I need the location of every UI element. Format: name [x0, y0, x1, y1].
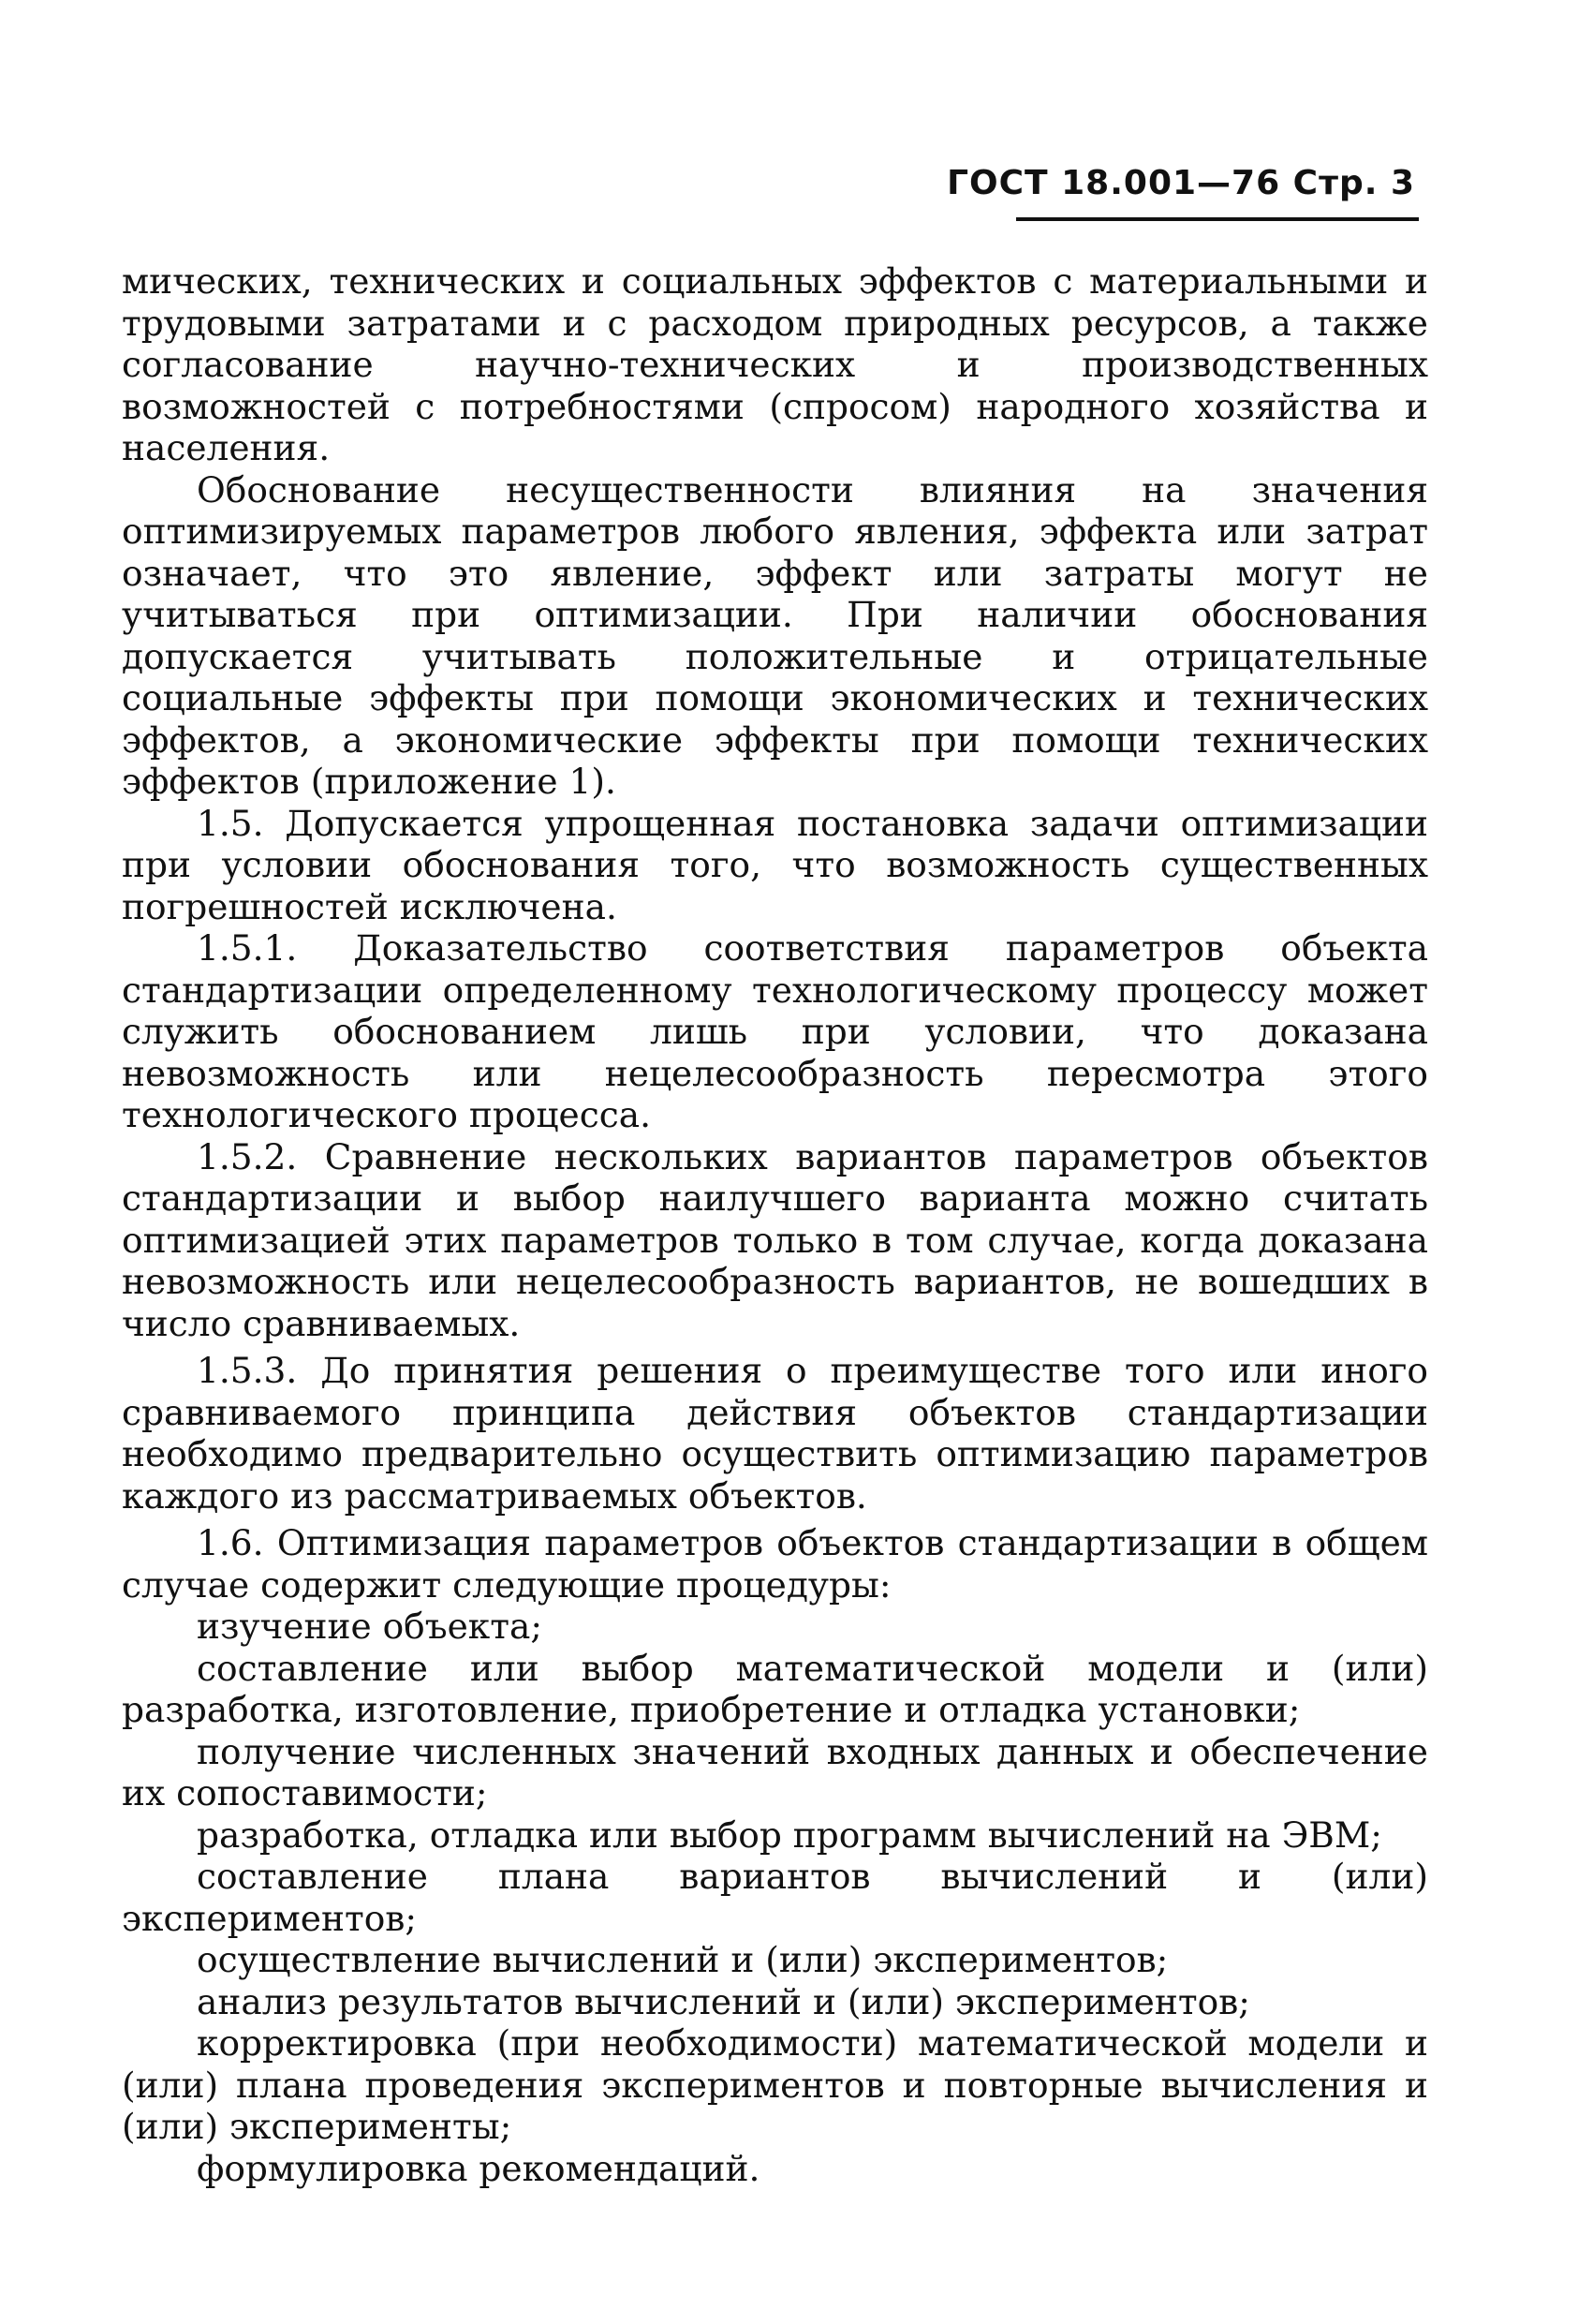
list-item: составление плана вариантов вычислений и (или) экспериментов; [122, 1856, 1428, 1939]
list-item: получение численных значений входных данных и обеспечение их сопоставимости; [122, 1730, 1428, 1813]
header-rule [1016, 217, 1419, 221]
clause-1-5-1: 1.5.1. Доказательство соответствия параметров объекта стандартизации определенному технологическому процессу может служить обоснованием лишь при условии, что доказана невозможность или нецелесообразность пересмотра этого технологического процесса. [122, 927, 1428, 1135]
list-item: осуществление вычислений и (или) экспериментов; [197, 1939, 1169, 1980]
list-item: разработка, отладка или выбор программ вычислений на ЭВМ; [197, 1813, 1382, 1856]
clause-1-5: 1.5. Допускается упрощенная постановка задачи оптимизации при условии обоснования того, что возможность существенных погрешностей исключена. [122, 802, 1428, 927]
clause-1-6: 1.6. Оптимизация параметров объектов стандартизации в общем случае содержит следующие процедуры: [122, 1522, 1428, 1606]
clause-1-5-3: 1.5.3. До принятия решения о преимуществе того или иного сравниваемого принципа действия объектов стандартизации необходимо предварительно осуществить оптимизацию параметров каждого из рассматриваемых объектов. [122, 1350, 1428, 1517]
clause-1-5-2: 1.5.2. Сравнение нескольких вариантов параметров объектов стандартизации и выбор наилучшего варианта можно считать оптимизацией этих параметров только в том случае, когда доказана невозможность или нецелесообразность вариантов, не вошедших в число сравниваемых. [122, 1135, 1428, 1344]
list-item: корректировка (при необходимости) математической модели и (или) плана проведения экспериментов и повторные вычисления и (или) эксперименты; [122, 2022, 1428, 2147]
list-item: анализ результатов вычислений и (или) экспериментов; [197, 1980, 1250, 2022]
paragraph: Обоснование несущественности влияния на значения оптимизируемых параметров любого явления, эффекта или затрат означает, что это явление, эффект или затраты могут не учитываться при оптимизации. При наличии обоснования допускается учитывать положительные и отрицательные социальные эффекты при помощи экономических и технических эффектов, а экономические эффекты при помощи технических эффектов (приложение 1). [122, 468, 1428, 802]
list-item: изучение объекта; [197, 1606, 542, 1647]
list-item: формулировка рекомендаций. [197, 2147, 760, 2189]
document-body [122, 260, 1428, 2189]
paragraph-continuation: мических, технических и социальных эффектов с материальными и трудовыми затратами и с расходом природных ресурсов, а также согласование научно-технических и производственных возможностей с потребностями (спросом) народного хозяйства и населения. [122, 260, 1428, 468]
running-head: ГОСТ 18.001—76 Стр. 3 [947, 164, 1415, 202]
list-item: составление или выбор математической модели и (или) разработка, изготовление, приобретение и отладка установки; [122, 1647, 1428, 1730]
